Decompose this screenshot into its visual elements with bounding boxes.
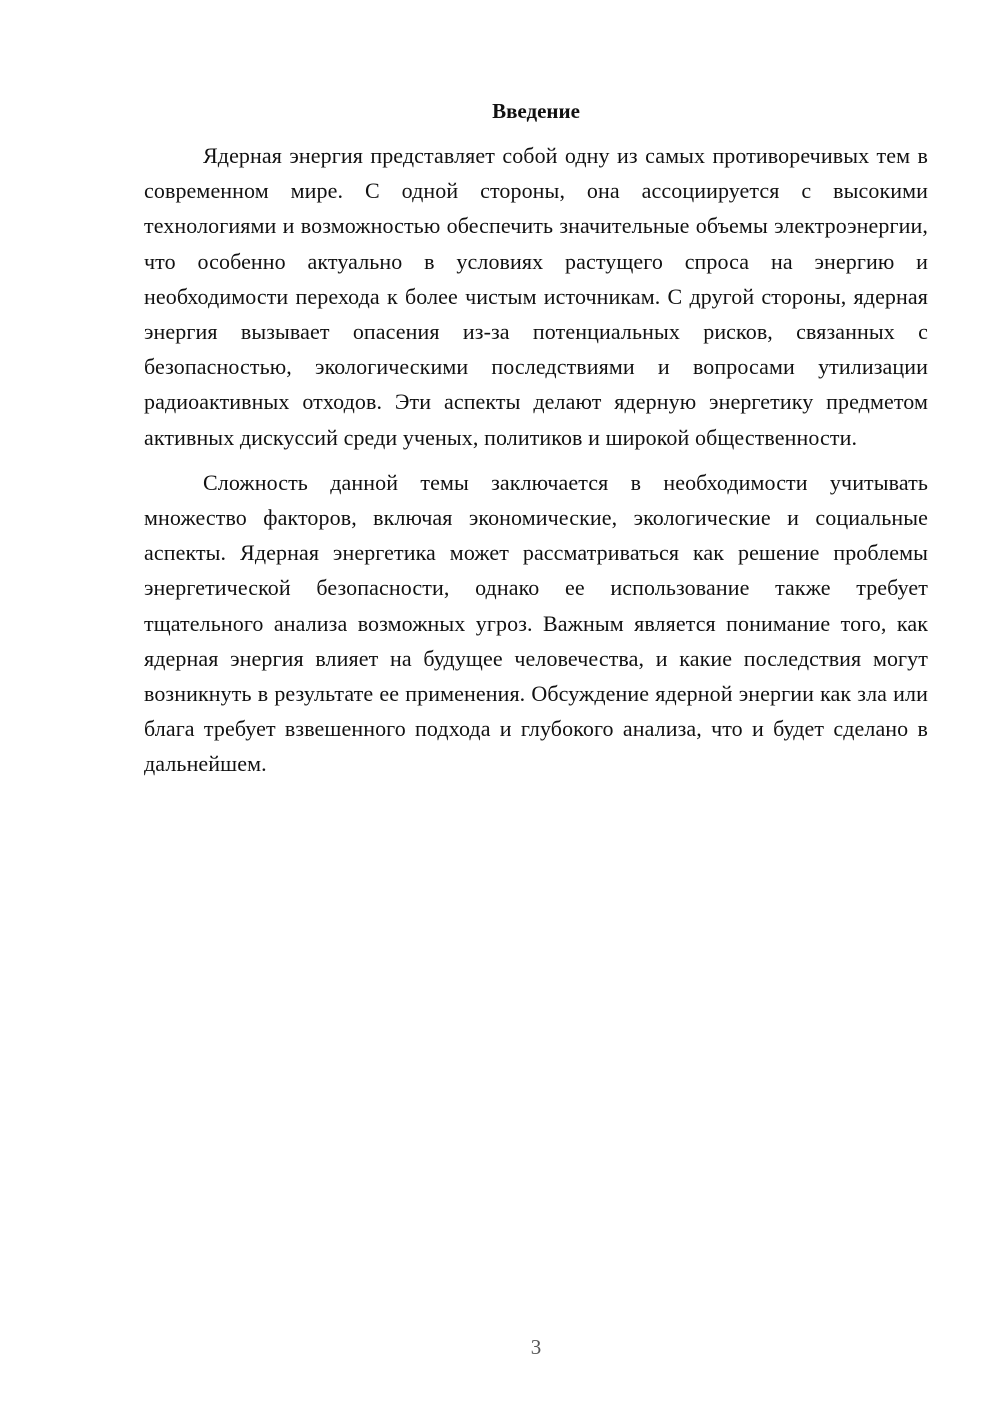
paragraph-1: Ядерная энергия представляет собой одну из самых противоречивых тем в современном мире. С одной стороны, она ассоциируется с высокими технологиями и возможностью обеспечить значительные объемы электроэнергии, что особенно актуально в условиях растущего спроса на энергию и необходимости перехода к более чистым источникам. С другой стороны, ядерная энергия вызывает опасения из-за потенциальных рисков, связанных с безопасностью, экологическими последствиями и вопросами утилизации радиоактивных отходов. Эти аспекты делают ядерную энергетику предметом активных дискуссий среди ученых, политиков и широкой общественности. [144, 143, 928, 450]
page-title: Введение [492, 99, 580, 123]
page-content [144, 96, 928, 782]
page-number: 3 [530, 1335, 542, 1359]
paragraph-2: Сложность данной темы заключается в необходимости учитывать множество факторов, включая экономические, экологические и социальные аспекты. Ядерная энергетика может рассматриваться как решение проблемы энергетической безопасности, однако ее использование также требует тщательного анализа возможных угроз. Важным является понимание того, как ядерная энергия влияет на будущее человечества, и какие последствия могут возникнуть в результате ее применения. Обсуждение ядерной энергии как зла или блага требует взвешенного подхода и глубокого анализа, что и будет сделано в дальнейшем. [144, 469, 928, 777]
